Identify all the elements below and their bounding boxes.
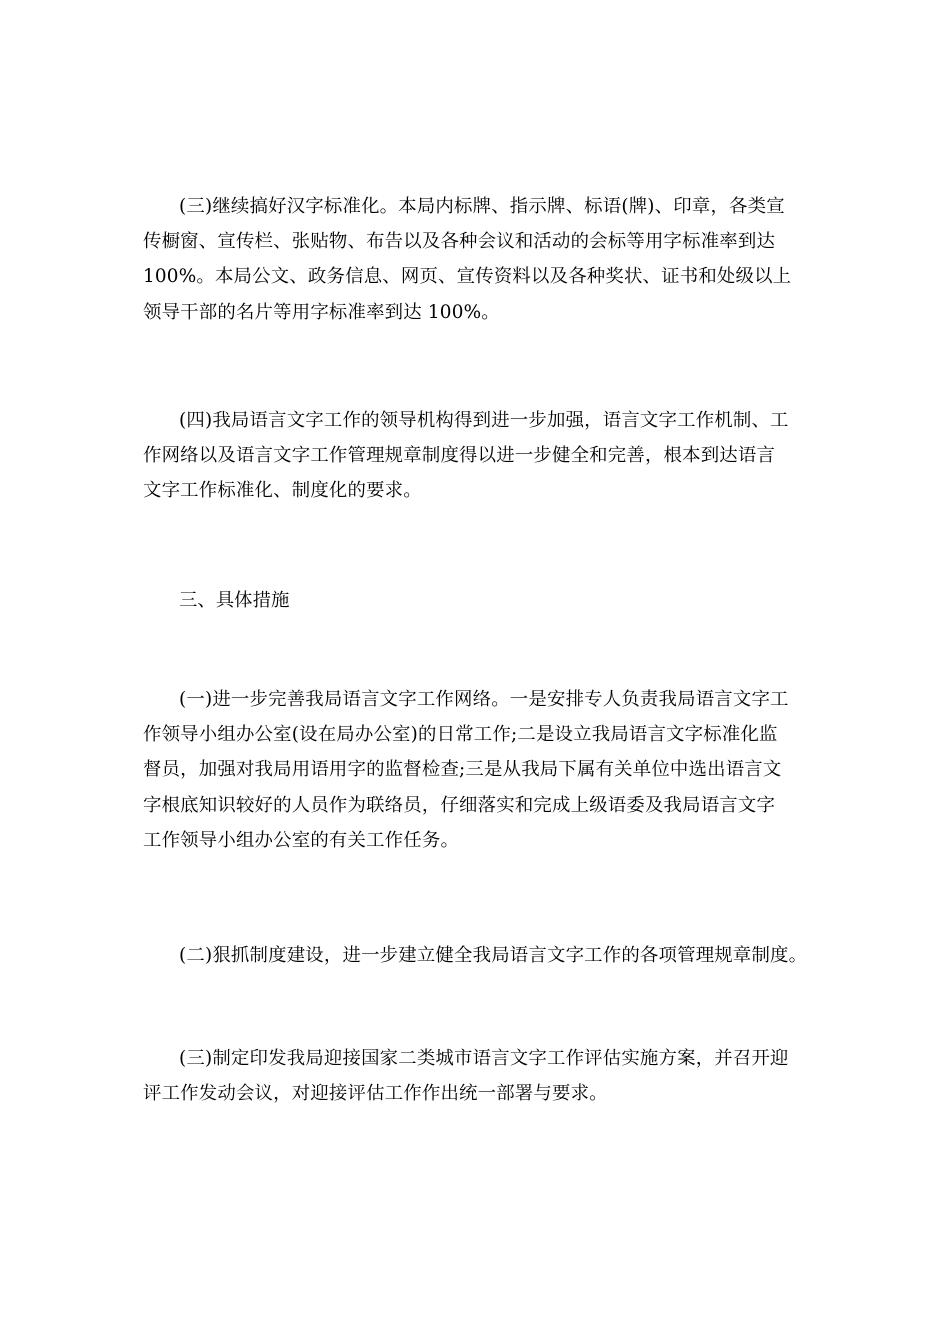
text-line: 传橱窗、宣传栏、张贴物、布告以及各种会议和活动的会标等用字标准率到达 xyxy=(143,231,776,253)
text-line: (三)制定印发我局迎接国家二类城市语言文字工作评估实施方案，并召开迎 xyxy=(179,1048,789,1069)
section-heading: 三、具体措施 xyxy=(179,590,290,611)
text-line: (三)继续搞好汉字标准化。本局内标牌、指示牌、标语(牌)、印章，各类宣 xyxy=(179,196,785,217)
text-line: 字根底知识较好的人员作为联络员，仔细落实和完成上级语委及我局语言文字 xyxy=(143,794,776,816)
text-line: 评工作发动会议，对迎接评估工作作出统一部署与要求。 xyxy=(143,1083,608,1105)
paragraph-leadership-mechanism xyxy=(143,403,823,509)
paragraph-standardize-characters xyxy=(143,189,823,330)
text-line: (一)进一步完善我局语言文字工作网络。一是安排专人负责我局语言文字工 xyxy=(179,689,789,710)
text-line: 工作领导小组办公室的有关工作任务。 xyxy=(143,829,460,851)
text-line: 领导干部的名片等用字标准率到达 100%。 xyxy=(143,301,500,323)
measure-evaluation-plan xyxy=(143,1041,823,1111)
text-line: 文字工作标准化、制度化的要求。 xyxy=(143,480,422,502)
text-line: 作网络以及语言文字工作管理规章制度得以进一步健全和完善，根本到达语言 xyxy=(143,445,776,467)
text-line: 100%。本局公文、政务信息、网页、宣传资料以及各种奖状、证书和处级以上 xyxy=(143,266,792,288)
text-line: 督员，加强对我局用语用字的监督检查;三是从我局下属有关单位中选出语言文 xyxy=(143,759,782,781)
measure-system-building xyxy=(143,938,823,973)
text-line: (二)狠抓制度建设，进一步建立健全我局语言文字工作的各项管理规章制度。 xyxy=(179,945,808,966)
text-line: 作领导小组办公室(设在局办公室)的日常工作;二是设立我局语言文字标准化监 xyxy=(143,724,778,746)
text-line: (四)我局语言文字工作的领导机构得到进一步加强，语言文字工作机制、工 xyxy=(179,410,789,431)
measure-network xyxy=(143,682,823,858)
